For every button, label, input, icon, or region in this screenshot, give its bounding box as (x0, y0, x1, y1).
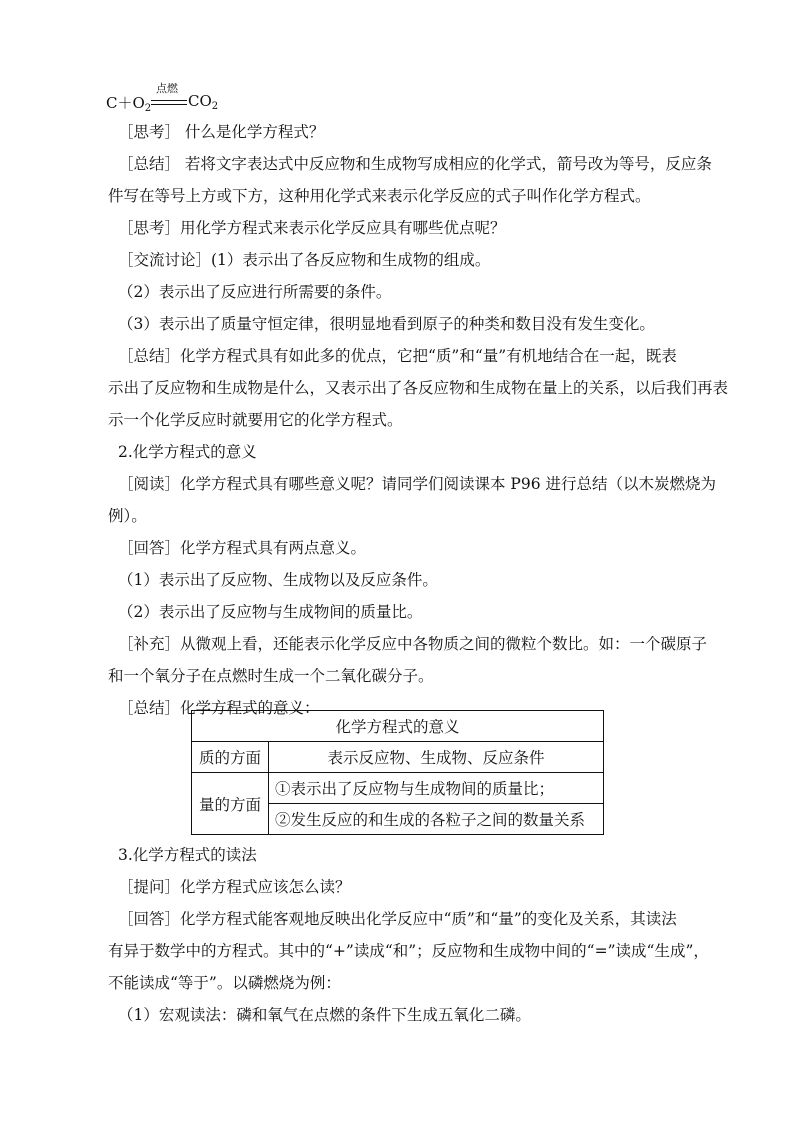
chemical-equation (106, 80, 226, 112)
table-row (192, 773, 604, 804)
paragraph-line: ［回答］化学方程式能客观地反映出化学反应中“质”和“量”的变化及关系，其读法 (118, 910, 677, 928)
equation-equals-sign (151, 100, 187, 105)
paragraph-line: ［思考］用化学方程式来表示化学反应具有哪些优点呢？ (118, 219, 506, 237)
paragraph-line: 有异于数学中的方程式。其中的“+”读成“和”；反应物和生成物中间的“=”读成“生成”， (108, 942, 709, 960)
paragraph-line: ［思考］ 什么是化学方程式？ (118, 123, 325, 141)
meaning-table (191, 710, 604, 835)
table-cell-value: ①表示出了反应物与生成物间的质量比； (269, 773, 604, 804)
paragraph-line: ［回答］化学方程式具有两点意义。 (118, 539, 367, 557)
paragraph-line: ［总结］化学方程式的意义： (118, 699, 320, 717)
paragraph-line: ［补充］从微观上看，还能表示化学反应中各物质之间的微粒个数比。如：一个碳原子 (118, 635, 708, 653)
paragraph-line: ［提问］化学方程式应该怎么读？ (118, 878, 351, 896)
paragraph-line: （2）表示出了反应进行所需要的条件。 (118, 283, 392, 301)
paragraph-line: （3）表示出了质量守恒定律，很明显地看到原子的种类和数目没有发生变化。 (118, 315, 655, 333)
paragraph-line: ［阅读］化学方程式具有哪些意义呢？请同学们阅读课本 P96 进行总结（以木炭燃烧为 (118, 475, 717, 493)
table-cell-value: 表示反应物、生成物、反应条件 (269, 742, 604, 773)
equation-reactants: $C+O_2$ (106, 94, 152, 114)
section-heading: 2.化学方程式的意义 (118, 443, 257, 461)
table-row (192, 711, 604, 742)
paragraph-line: ［总结］化学方程式具有如此多的优点，它把“质”和“量”有机地结合在一起，既表 (118, 347, 677, 365)
table-cell-label: 质的方面 (192, 742, 269, 773)
table-row (192, 742, 604, 773)
section-heading: 3.化学方程式的读法 (118, 846, 257, 864)
paragraph-line: 件写在等号上方或下方，这种用化学式来表示化学反应的式子叫作化学方程式。 (108, 187, 651, 205)
paragraph-line: （2）表示出了反应物与生成物间的质量比。 (118, 603, 423, 621)
paragraph-line: 和一个氧分子在点燃时生成一个二氧化碳分子。 (108, 667, 434, 685)
paragraph-line: ［总结］ 若将文字表达式中反应物和生成物写成相应的化学式，箭号改为等号，反应条 (118, 155, 712, 173)
paragraph-line: 不能读成“等于”。以磷燃烧为例： (108, 974, 341, 992)
table-cell-label: 量的方面 (192, 773, 269, 835)
paragraph-line: （1）宏观读法：磷和氧气在点燃的条件下生成五氧化二磷。 (118, 1006, 531, 1024)
equation-condition: 点燃 (156, 82, 178, 95)
table-cell-value: ②发生反应的和生成的各粒子之间的数量关系 (269, 804, 604, 835)
equation-product: $CO_2$ (188, 92, 219, 112)
paragraph-line: 例）。 (108, 507, 147, 525)
paragraph-line: 示出了反应物和生成物是什么，又表示出了各反应物和生成物在量上的关系，以后我们再表 (108, 379, 729, 397)
paragraph-line: 示一个化学反应时就要用它的化学方程式。 (108, 411, 403, 429)
paragraph-line: （1）表示出了反应物、生成物以及反应条件。 (118, 571, 438, 589)
table-title-cell: 化学方程式的意义 (192, 711, 604, 742)
paragraph-line: ［交流讨论］(1）表示出了各反应物和生成物的组成。 (118, 251, 491, 269)
